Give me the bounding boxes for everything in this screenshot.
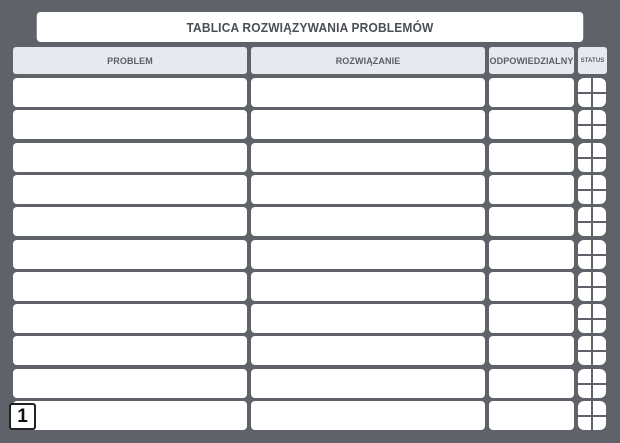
- status-quadrant[interactable]: [578, 143, 591, 157]
- status-quadrant[interactable]: [578, 207, 591, 221]
- status-quadrant[interactable]: [578, 191, 591, 205]
- responsible-cell[interactable]: [489, 78, 574, 107]
- status-quadrant[interactable]: [578, 110, 591, 124]
- status-quadrant[interactable]: [578, 401, 591, 415]
- problem-cell[interactable]: [13, 175, 247, 204]
- solution-cell[interactable]: [251, 336, 485, 365]
- status-quadrant[interactable]: [578, 417, 591, 431]
- problem-cell[interactable]: [13, 207, 247, 236]
- status-indicator[interactable]: [578, 175, 606, 204]
- status-quadrant[interactable]: [593, 401, 606, 415]
- responsible-cell[interactable]: [489, 110, 574, 139]
- column-header-problem: PROBLEM: [13, 47, 247, 74]
- status-quadrant[interactable]: [578, 223, 591, 237]
- status-quadrant[interactable]: [578, 240, 591, 254]
- status-quadrant[interactable]: [593, 207, 606, 221]
- status-quadrant[interactable]: [593, 304, 606, 318]
- responsible-cell[interactable]: [489, 401, 574, 430]
- status-quadrant[interactable]: [593, 288, 606, 302]
- status-quadrant[interactable]: [578, 256, 591, 270]
- status-quadrant[interactable]: [593, 223, 606, 237]
- problem-cell[interactable]: [13, 304, 247, 333]
- status-quadrant[interactable]: [578, 352, 591, 366]
- solution-cell[interactable]: [251, 175, 485, 204]
- status-indicator[interactable]: [578, 207, 606, 236]
- status-quadrant[interactable]: [578, 385, 591, 399]
- status-quadrant[interactable]: [578, 288, 591, 302]
- status-quadrant[interactable]: [578, 336, 591, 350]
- responsible-cell[interactable]: [489, 304, 574, 333]
- status-quadrant[interactable]: [578, 78, 591, 92]
- status-indicator[interactable]: [578, 240, 606, 269]
- status-quadrant[interactable]: [593, 159, 606, 173]
- status-quadrant[interactable]: [578, 94, 591, 108]
- column-header-solution: ROZWIĄZANIE: [251, 47, 485, 74]
- status-indicator[interactable]: [578, 272, 606, 301]
- column-header-status: STATUS: [578, 47, 607, 74]
- responsible-cell[interactable]: [489, 240, 574, 269]
- status-indicator[interactable]: [578, 78, 606, 107]
- status-quadrant[interactable]: [593, 78, 606, 92]
- responsible-cell[interactable]: [489, 369, 574, 398]
- status-quadrant[interactable]: [593, 417, 606, 431]
- problem-cell[interactable]: [13, 369, 247, 398]
- status-quadrant[interactable]: [578, 320, 591, 334]
- problem-cell[interactable]: [13, 240, 247, 269]
- status-quadrant[interactable]: [593, 385, 606, 399]
- responsible-cell[interactable]: [489, 175, 574, 204]
- status-quadrant[interactable]: [578, 126, 591, 140]
- problem-cell[interactable]: [13, 110, 247, 139]
- problem-cell[interactable]: [13, 401, 247, 430]
- status-indicator[interactable]: [578, 143, 606, 172]
- column-header-responsible: ODPOWIEDZIALNY: [489, 47, 574, 74]
- solution-cell[interactable]: [251, 272, 485, 301]
- responsible-cell[interactable]: [489, 207, 574, 236]
- status-quadrant[interactable]: [593, 352, 606, 366]
- status-quadrant[interactable]: [578, 369, 591, 383]
- status-quadrant[interactable]: [593, 240, 606, 254]
- status-indicator[interactable]: [578, 304, 606, 333]
- status-indicator[interactable]: [578, 336, 606, 365]
- board-number-badge: 1: [9, 403, 36, 430]
- status-indicator[interactable]: [578, 401, 606, 430]
- status-quadrant[interactable]: [578, 272, 591, 286]
- problem-cell[interactable]: [13, 143, 247, 172]
- solution-cell[interactable]: [251, 78, 485, 107]
- solution-cell[interactable]: [251, 240, 485, 269]
- status-quadrant[interactable]: [593, 320, 606, 334]
- solution-cell[interactable]: [251, 304, 485, 333]
- status-quadrant[interactable]: [593, 336, 606, 350]
- solution-cell[interactable]: [251, 369, 485, 398]
- problem-cell[interactable]: [13, 78, 247, 107]
- status-quadrant[interactable]: [593, 143, 606, 157]
- solution-cell[interactable]: [251, 207, 485, 236]
- status-quadrant[interactable]: [593, 94, 606, 108]
- status-quadrant[interactable]: [593, 256, 606, 270]
- solution-cell[interactable]: [251, 110, 485, 139]
- solution-cell[interactable]: [251, 143, 485, 172]
- solution-cell[interactable]: [251, 401, 485, 430]
- status-quadrant[interactable]: [578, 159, 591, 173]
- problem-cell[interactable]: [13, 272, 247, 301]
- board-title: TABLICA ROZWIĄZYWANIA PROBLEMÓW: [37, 12, 583, 42]
- status-quadrant[interactable]: [593, 191, 606, 205]
- status-quadrant[interactable]: [593, 272, 606, 286]
- status-quadrant[interactable]: [593, 110, 606, 124]
- responsible-cell[interactable]: [489, 272, 574, 301]
- status-quadrant[interactable]: [593, 369, 606, 383]
- status-indicator[interactable]: [578, 369, 606, 398]
- responsible-cell[interactable]: [489, 143, 574, 172]
- status-quadrant[interactable]: [578, 175, 591, 189]
- status-quadrant[interactable]: [593, 126, 606, 140]
- responsible-cell[interactable]: [489, 336, 574, 365]
- status-quadrant[interactable]: [578, 304, 591, 318]
- status-quadrant[interactable]: [593, 175, 606, 189]
- status-indicator[interactable]: [578, 110, 606, 139]
- problem-cell[interactable]: [13, 336, 247, 365]
